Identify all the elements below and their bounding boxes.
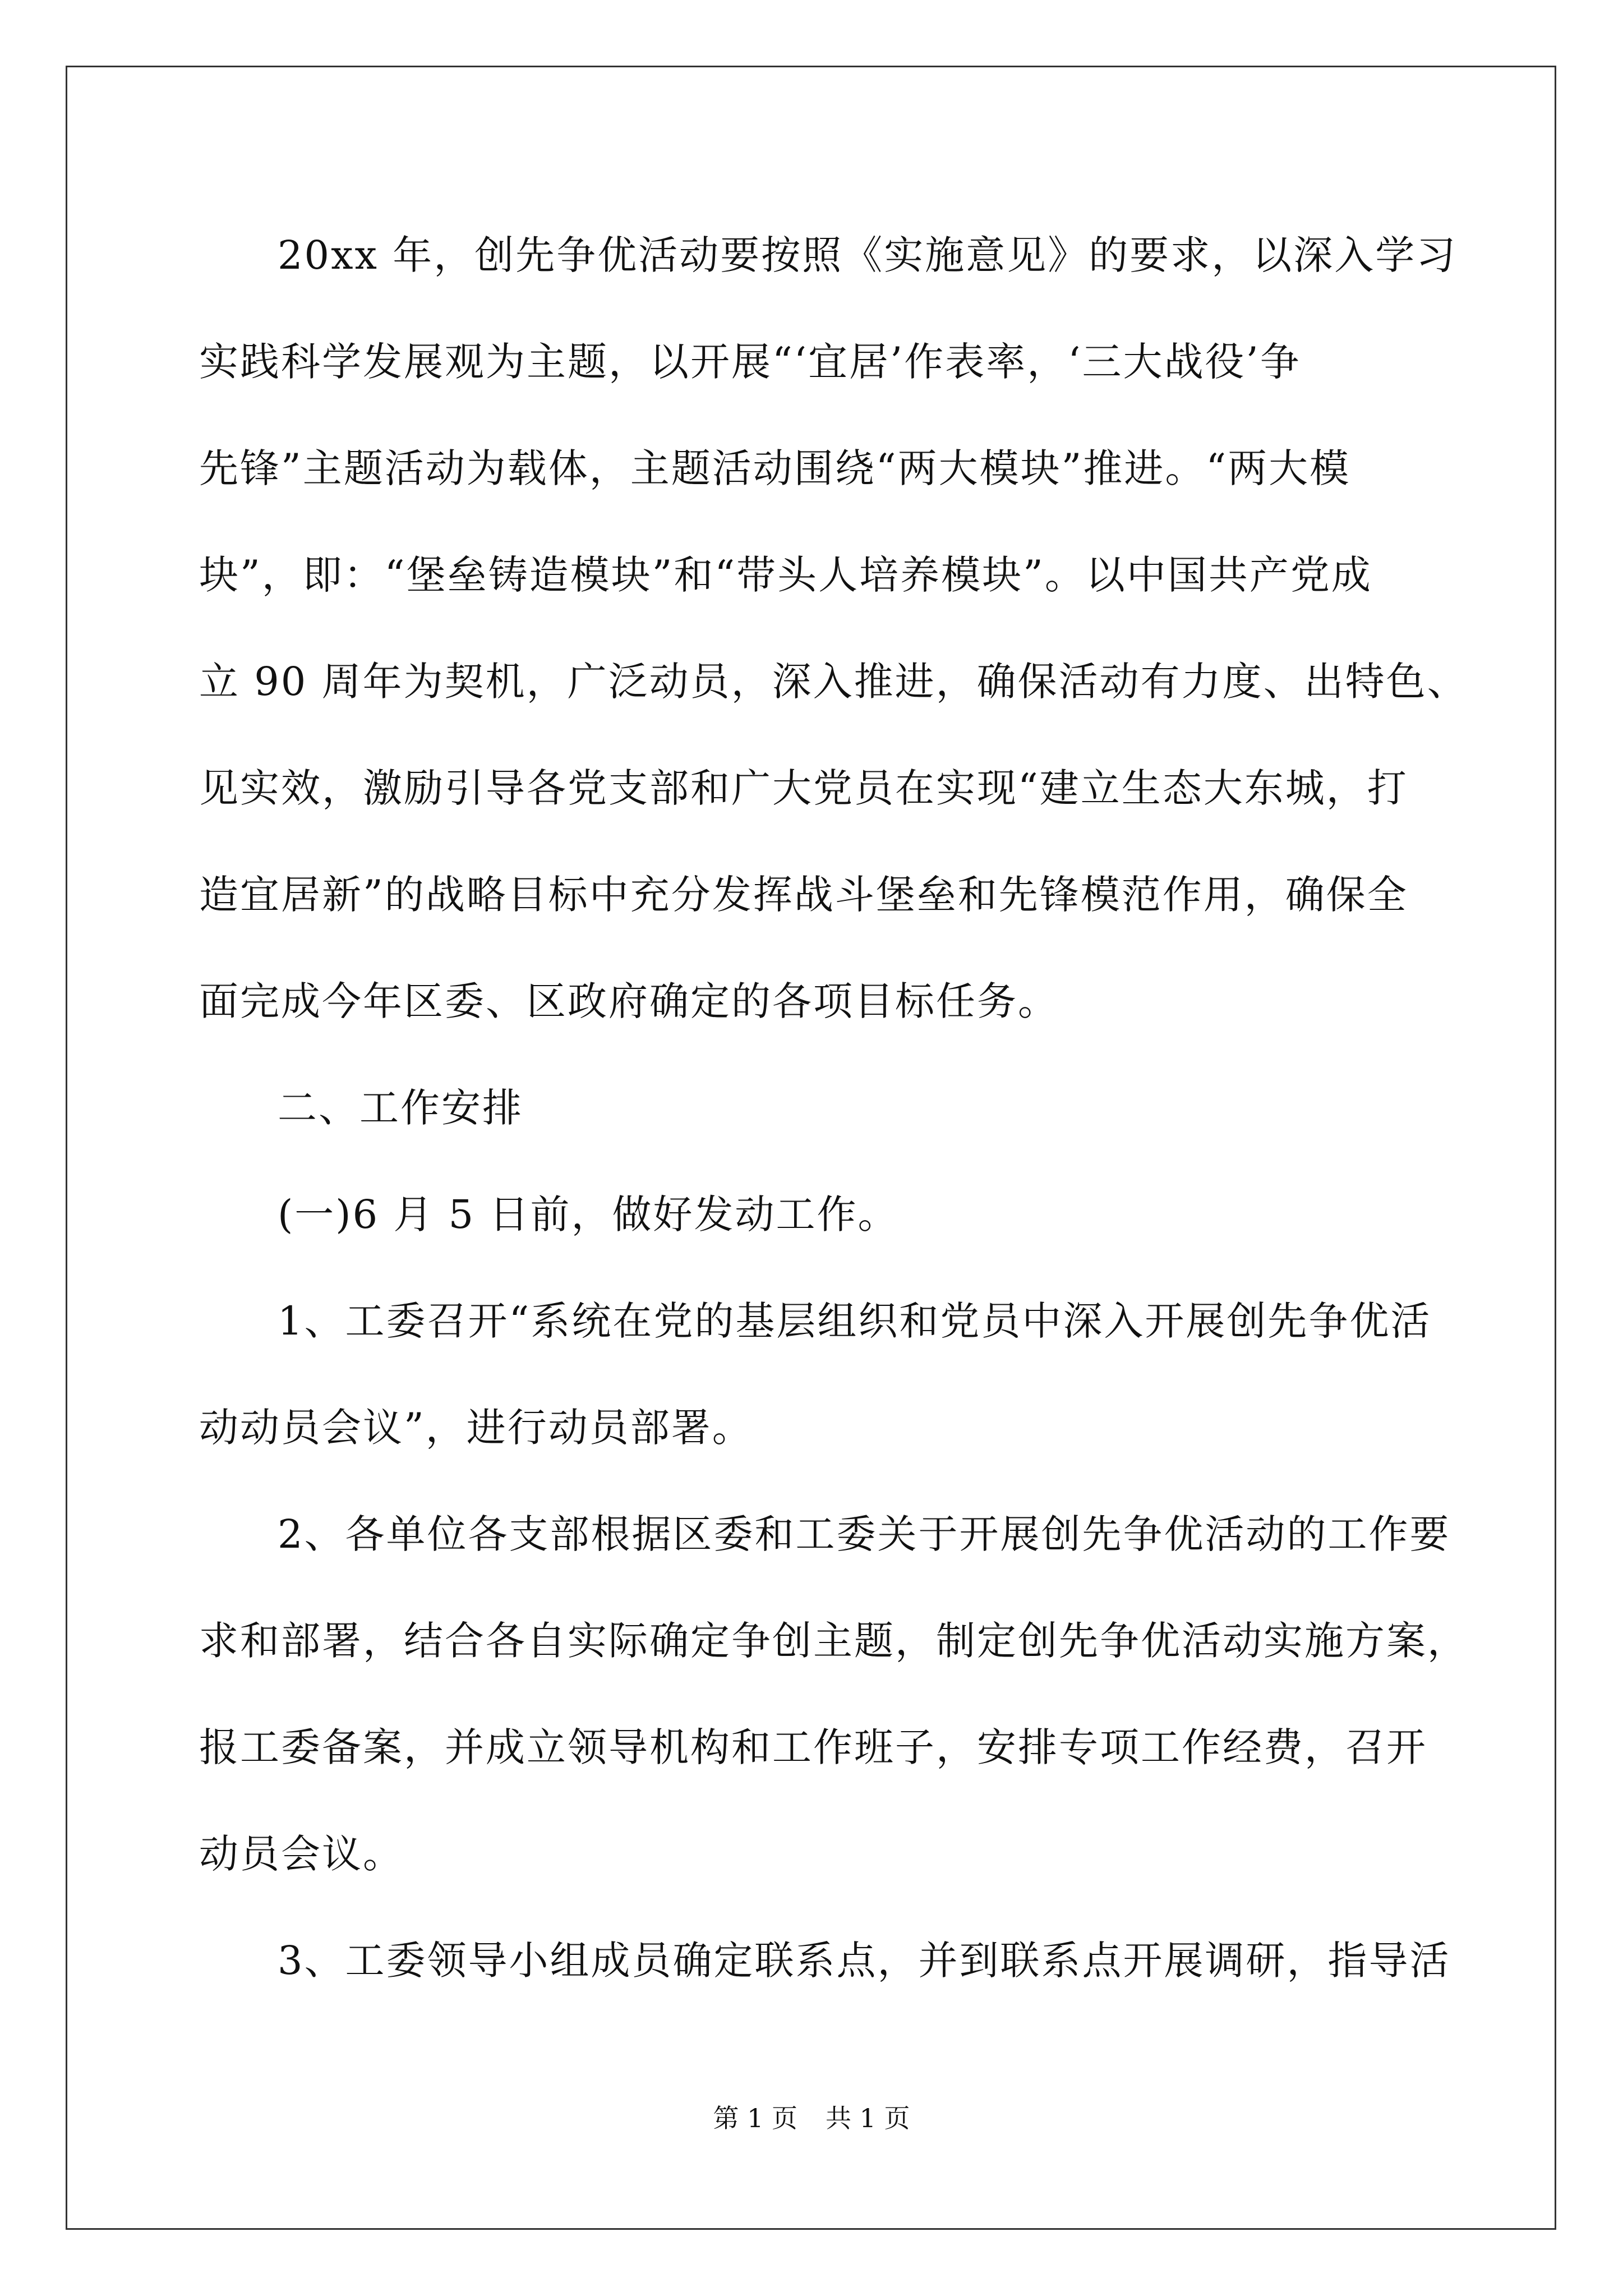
text-line: 20xx 年，创先争优活动要按照《实施意见》的要求，以深入学习 (278, 232, 1458, 278)
document-body (199, 202, 1468, 2014)
text-line: 块”，即：“堡垒铸造模块”和“带头人培养模块”。以中国共产党成 (199, 552, 1372, 598)
page-total: 共 1 页 (826, 2103, 910, 2133)
text-line: 见实效，激励引导各党支部和广大党员在实现“建立生态大东城，打 (199, 765, 1408, 811)
text-line: 造宜居新”的战略目标中充分发挥战斗堡垒和先锋模范作用，确保全 (199, 872, 1408, 918)
text-line: 报工委备案，并成立领导机构和工作班子，安排专项工作经费，召开 (199, 1724, 1427, 1770)
page-number: 第 1 页 (713, 2103, 797, 2133)
text-line: 立 90 周年为契机，广泛动员，深入推进，确保活动有力度、出特色、 (199, 659, 1468, 705)
text-line: 实践科学发展观为主题，以开展“‘宜居’作表率，‘三大战役’争 (199, 339, 1301, 385)
text-line: 面完成今年区委、区政府确定的各项目标任务。 (199, 978, 1059, 1024)
text-line: 动员会议。 (199, 1831, 404, 1877)
text-line: 3、工委领导小组成员确定联系点，并到联系点开展调研，指导活 (278, 1938, 1451, 1984)
text-line: 2、各单位各支部根据区委和工委关于开展创先争优活动的工作要 (278, 1511, 1451, 1557)
section-heading: 二、工作安排 (278, 1085, 523, 1131)
subsection-heading: (一)6 月 5 日前，做好发动工作。 (278, 1191, 899, 1237)
page-footer (0, 2098, 1623, 2135)
text-line: 动动员会议”，进行动员部署。 (199, 1405, 753, 1451)
text-line: 先锋”主题活动为载体，主题活动围绕“两大模块”推进。“两大模 (199, 445, 1351, 491)
text-line: 1、工委召开“系统在党的基层组织和党员中深入开展创先争优活 (278, 1298, 1432, 1344)
text-line: 求和部署，结合各自实际确定争创主题，制定创先争优活动实施方案， (199, 1618, 1468, 1664)
